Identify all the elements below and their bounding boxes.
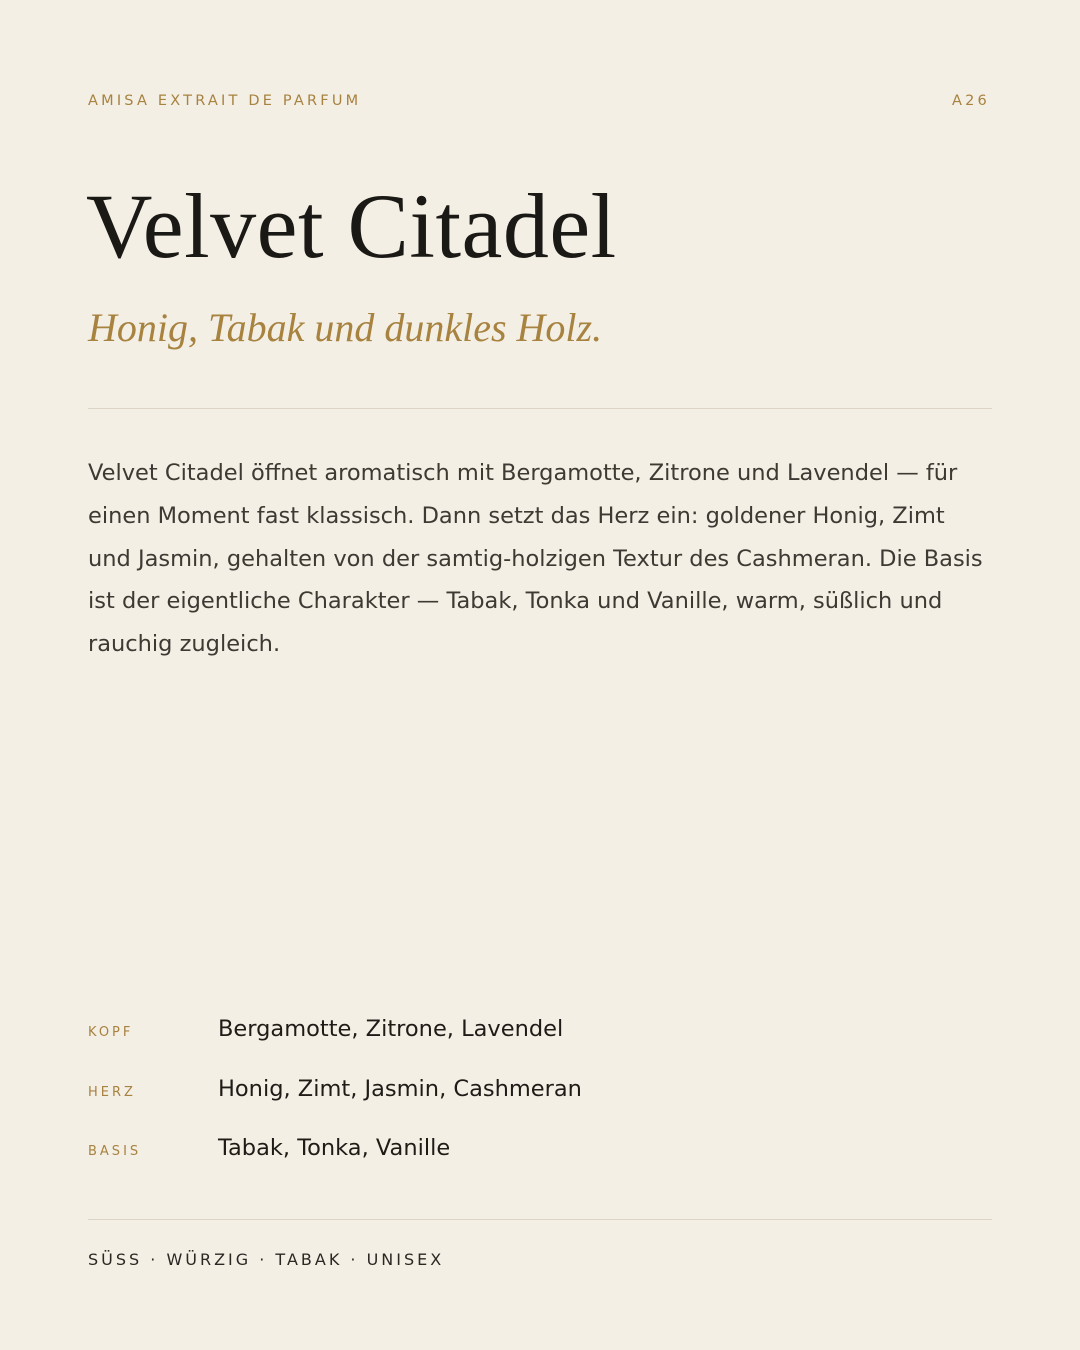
- notes-list: [88, 1016, 992, 1195]
- bottom-divider: [88, 1219, 992, 1220]
- note-label: KOPF: [88, 1025, 134, 1040]
- note-value: Tabak, Tonka, Vanille: [218, 1135, 451, 1161]
- brand-label: AMISA EXTRAIT DE PARFUM: [88, 93, 362, 109]
- note-row-kopf: [88, 1016, 992, 1076]
- tag-line: SÜSS · WÜRZIG · TABAK · UNISEX: [88, 1250, 445, 1269]
- tagline: Honig, Tabak und dunkles Holz.: [88, 305, 603, 350]
- note-row-herz: [88, 1076, 992, 1136]
- note-label: BASIS: [88, 1144, 142, 1159]
- description: Velvet Citadel öffnet aromatisch mit Bergamotte, Zitrone und Lavendel — für einen Moment fast klassisch. Dann setzt das Herz ein: goldener Honig, Zimt und Jasmin, gehalten von der samtig-holzigen Textur des Cashmeran. Die Basis ist der eigentliche Charakter — Tabak, Tonka und Vanille, warm, süßlich und rauchig zugleich.: [88, 460, 983, 658]
- note-value: Honig, Zimt, Jasmin, Cashmeran: [218, 1075, 582, 1102]
- product-code: A26: [952, 93, 990, 109]
- note-value: Bergamotte, Zitrone, Lavendel: [218, 1016, 564, 1042]
- note-row-basis: [88, 1135, 992, 1195]
- top-divider: [88, 408, 992, 409]
- note-label: HERZ: [88, 1084, 136, 1100]
- page-title: Velvet Citadel: [86, 175, 617, 277]
